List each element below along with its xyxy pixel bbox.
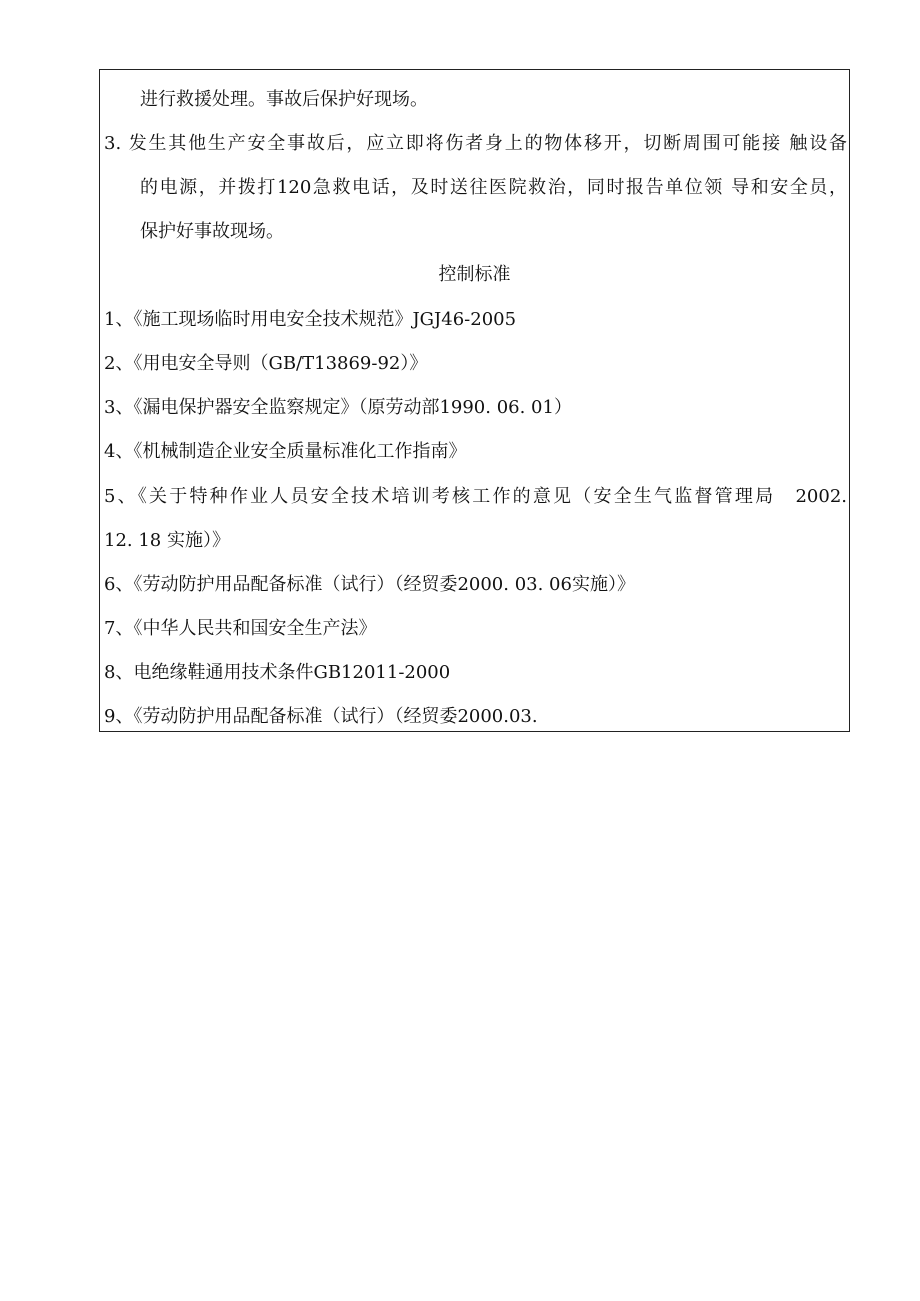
standard-item-3: 3、《漏电保护器安全监察规定》（原劳动部1990. 06. 01） — [104, 397, 572, 418]
accident-item-3-line-1: 3. 发生其他生产安全事故后，应立即将伤者身上的物体移开，切断周围可能接 触设备 — [104, 133, 847, 154]
standard-item-4: 4、《机械制造企业安全质量标准化工作指南》 — [104, 441, 467, 462]
standard-item-8: 8、电绝缘鞋通用技术条件GB12011-2000 — [104, 662, 451, 683]
standard-item-9: 9、《劳动防护用品配备标准（试行）（经贸委2000.03. — [104, 706, 538, 727]
standard-item-6: 6、《劳动防护用品配备标准（试行）（经贸委2000. 03. 06实施）》 — [104, 574, 635, 595]
standard-item-1: 1、《施工现场临时用电安全技术规范》JGJ46-2005 — [104, 309, 517, 330]
standard-item-2: 2、《用电安全导则（GB/T13869-92）》 — [104, 353, 428, 374]
accident-item-3-line-3: 保护好事故现场。 — [140, 221, 284, 242]
standard-item-5-line-1: 5、《关于特种作业人员安全技术培训考核工作的意见（安全生气监督管理局 2002. — [104, 486, 847, 507]
standard-item-7: 7、《中华人民共和国安全生产法》 — [104, 618, 377, 639]
accident-item-3-line-2: 的电源，并拨打120急救电话，及时送往医院救治，同时报告单位领 导和安全员， — [140, 177, 847, 198]
standard-item-5-line-2: 12. 18 实施）》 — [104, 530, 230, 551]
accident-text-continued: 进行救援处理。事故后保护好现场。 — [140, 89, 428, 110]
section-title-control-standards: 控制标准 — [438, 264, 511, 285]
document-table-cell — [99, 69, 850, 732]
